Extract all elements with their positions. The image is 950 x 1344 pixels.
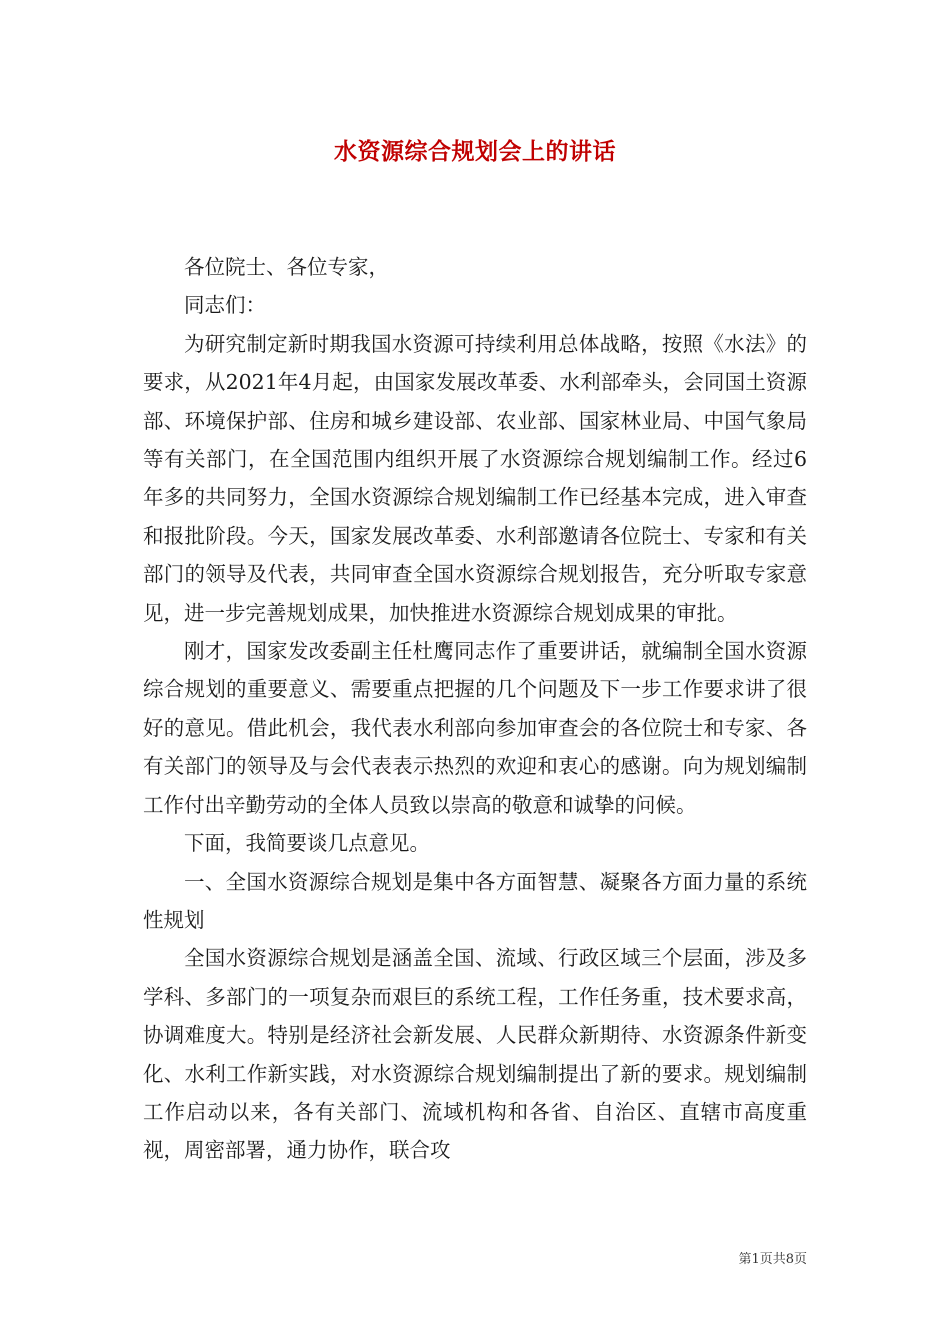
section-heading-1: 一、全国水资源综合规划是集中各方面智慧、凝聚各方面力量的系统性规划 [143, 869, 807, 932]
document-title: 水资源综合规划会上的讲话 [334, 138, 616, 165]
page-number: 第1页共8页 [738, 1252, 807, 1267]
salutation-2: 同志们： [184, 293, 266, 318]
paragraph-transition: 下面，我简要谈几点意见。 [184, 831, 430, 856]
paragraph-thanks: 刚才，国家发改委副主任杜鹰同志作了重要讲话，就编制全国水资源综合规划的重要意义、需要重点把握的几个问题及下一步工作要求讲了很好的意见。借此机会，我代表水利部向参加审查会的各位院士和专家、各有关部门的领导及与会代表表示热烈的欢迎和衷心的感谢。向为规划编制工作付出辛勤劳动的全体人员致以崇高的敬意和诚挚的问候。 [143, 639, 807, 817]
salutation-1: 各位院士、各位专家， [184, 255, 389, 279]
paragraph-intro: 为研究制定新时期我国水资源可持续利用总体战略，按照《水法》的要求，从2021年4月起，由国家发展改革委、水利部牵头，会同国土资源部、环境保护部、住房和城乡建设部、农业部、国家林业局、中国气象局等有关部门，在全国范围内组织开展了水资源综合规划编制工作。经过6年多的共同努力，全国水资源综合规划编制工作已经基本完成，进入审查和报批阶段。今天，国家发展改革委、水利部邀请各位院士、专家和有关部门的领导及代表，共同审查全国水资源综合规划报告，充分听取专家意见，进一步完善规划成果，加快推进水资源综合规划成果的审批。 [143, 331, 807, 625]
paragraph-section-1: 全国水资源综合规划是涵盖全国、流域、行政区域三个层面，涉及多学科、多部门的一项复杂而艰巨的系统工程，工作任务重，技术要求高，协调难度大。特别是经济社会新发展、人民群众新期待、水资源条件新变化、水利工作新实践，对水资源综合规划编制提出了新的要求。规划编制工作启动以来，各有关部门、流域机构和各省、自治区、直辖市高度重视，周密部署，通力协作，联合攻 [143, 946, 807, 1163]
document-body [143, 248, 807, 1170]
